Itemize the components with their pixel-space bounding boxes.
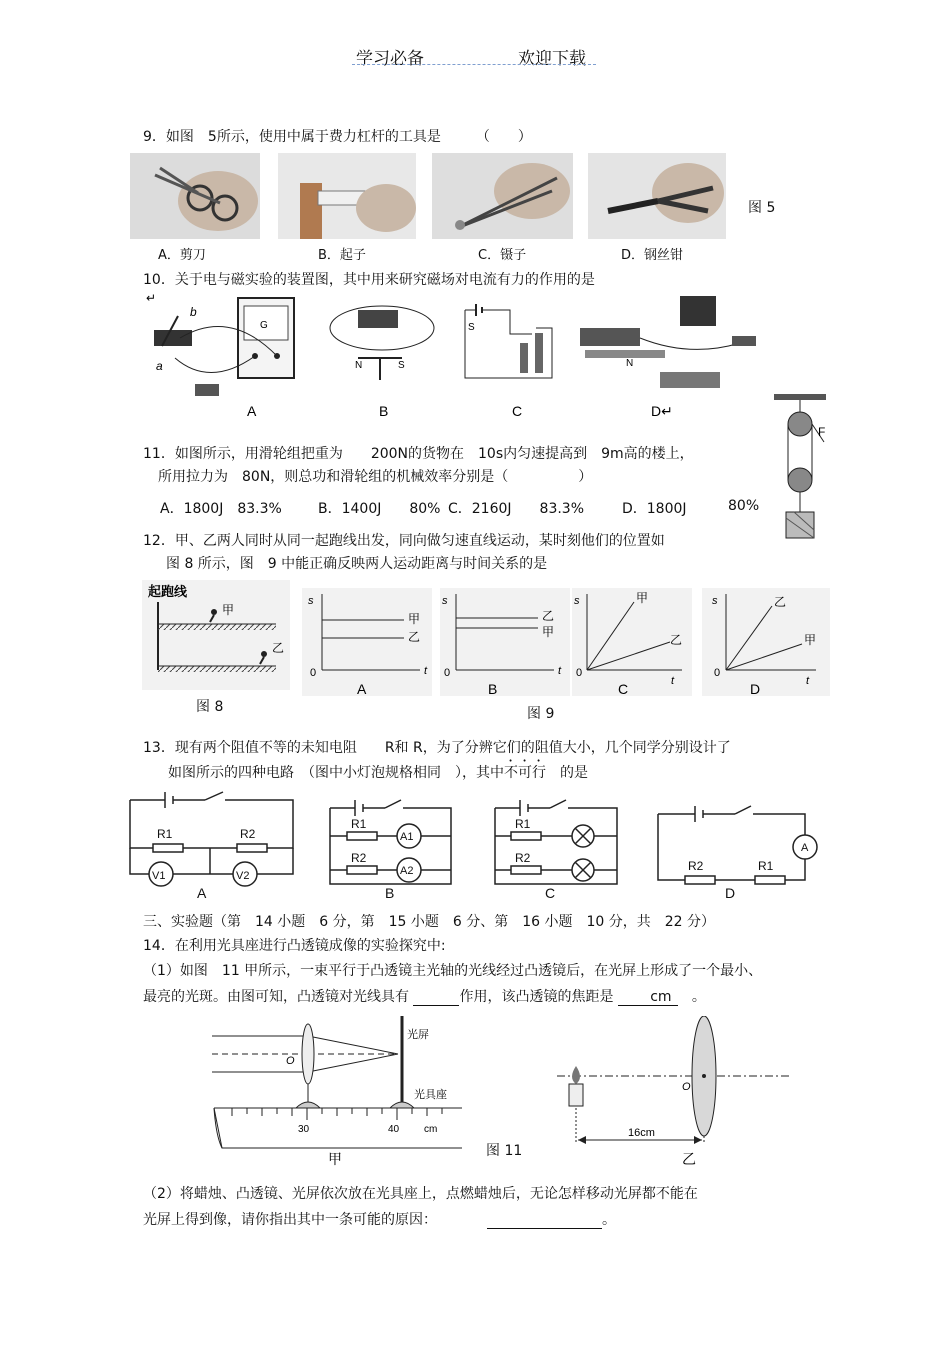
graph-c-label: C — [618, 681, 629, 697]
q10-label-c: C — [512, 403, 523, 419]
svg-text:R1: R1 — [351, 817, 367, 831]
q11-line1: 11．如图所示，用滑轮组把重为 200N的货物在 10s内匀速提高到 9m高的楼上， — [143, 446, 694, 462]
fig11-label: 图 11 — [486, 1143, 523, 1159]
svg-text:甲: 甲 — [542, 625, 555, 639]
q12-line1: 12．甲、乙两人同时从同一起跑线出发，同向做匀速直线运动，某时刻他们的位置如 — [143, 533, 665, 549]
q9-option-c: C．镊子 — [478, 248, 527, 263]
q10-label-d: D↵ — [651, 403, 673, 419]
not-feasible-emphasis: 不可行 — [504, 765, 546, 781]
svg-text:0: 0 — [576, 667, 583, 679]
q10-label-a: A — [247, 403, 257, 419]
bench-label: 光具座 — [414, 1089, 447, 1101]
q10-mark-a: a — [156, 359, 163, 373]
svg-text:s: s — [712, 595, 718, 607]
q10-apparatus-figure — [140, 288, 780, 423]
q14-p1-line1: （1）如图 11 甲所示，一束平行于凸透镜主光轴的光线经过凸透镜后，在光屏上形成了一个最小、 — [143, 963, 763, 979]
svg-text:0: 0 — [444, 667, 451, 679]
svg-text:0: 0 — [714, 667, 721, 679]
start-line-label: 起跑线 — [148, 584, 188, 599]
q9-option-d: D．钢丝钳 — [621, 248, 684, 263]
svg-text:乙: 乙 — [542, 609, 555, 623]
svg-text:s: s — [574, 595, 580, 607]
q13-line2: 如图所示的四种电路 （图中小灯泡规格相同 ），其中不可行 的是 — [168, 765, 588, 781]
svg-text:甲: 甲 — [804, 633, 817, 647]
q10-label-b: B — [379, 403, 389, 419]
scissors-photo — [130, 153, 260, 239]
svg-text:t: t — [671, 675, 675, 687]
q12-figure — [142, 580, 832, 718]
graph-a-s: s — [308, 595, 314, 607]
header-left: 学习必备 — [356, 49, 424, 69]
fig11-jia-label: 甲 — [328, 1151, 342, 1167]
circuit-a-r2: R2 — [240, 827, 256, 841]
q12-line2: 图 8 所示，图 9 中能正确反映两人运动距离与时间关系的是 — [166, 556, 548, 572]
graph-d-label: D — [750, 681, 761, 697]
tick-30: 30 — [298, 1124, 310, 1135]
svg-text:R1: R1 — [758, 859, 774, 873]
q11-option-b: B．1400J 80% — [318, 501, 441, 517]
q11-option-d-value: 80% — [728, 498, 760, 514]
svg-text:乙: 乙 — [670, 633, 683, 647]
circuit-a-v1: V1 — [152, 870, 166, 882]
circuit-label-c: C — [545, 885, 556, 901]
q14-p1-line2: 最亮的光斑。由图可知，凸透镜对光线具有 作用，该凸透镜的焦距是 cm 。 — [143, 989, 706, 1005]
fig8-label: 图 8 — [196, 699, 224, 715]
circuit-b-a1: A1 — [400, 831, 414, 843]
circuit-label-d: D — [725, 885, 736, 901]
fig9-label: 图 9 — [527, 706, 555, 722]
force-label: F — [818, 425, 826, 439]
graph-a-origin: 0 — [310, 667, 317, 679]
circuit-a-r1: R1 — [157, 827, 173, 841]
q9-option-b: B．起子 — [318, 248, 366, 263]
svg-text:N: N — [626, 358, 634, 369]
q10-mark-n: N — [355, 360, 363, 371]
q9-option-a: A．剪刀 — [158, 248, 206, 263]
graph-a-label: A — [357, 681, 367, 697]
circuit-d-ammeter: A — [801, 842, 809, 854]
answer-blank-effect[interactable] — [413, 989, 459, 1006]
tick-40: 40 — [388, 1124, 400, 1135]
circuit-a-v2: V2 — [236, 870, 250, 882]
fig8-jia: 甲 — [222, 603, 235, 617]
circuit-b-a2: A2 — [400, 865, 414, 877]
svg-text:甲: 甲 — [408, 612, 421, 626]
q14-p2-line1: （2）将蜡烛、凸透镜、光屏依次放在光具座上，点燃蜡烛后，无论怎样移动光屏都不能在 — [143, 1186, 698, 1202]
tweezers-photo — [432, 153, 573, 239]
q10-mark-s: S — [398, 360, 405, 371]
header-divider — [352, 64, 596, 65]
fig8-yi: 乙 — [272, 641, 285, 655]
svg-text:乙: 乙 — [408, 630, 421, 644]
q11-option-d: D．1800J — [622, 501, 687, 517]
q9-text: 9．如图 5所示，使用中属于费力杠杆的工具是 （ ） — [143, 129, 532, 145]
svg-text:乙: 乙 — [774, 595, 787, 609]
header-right: 欢迎下载 — [518, 49, 586, 69]
q13-circuits-figure — [125, 790, 825, 902]
q10-text: 10．关于电与磁实验的装置图，其中用来研究磁场对电流有力的作用的是 — [143, 272, 595, 288]
svg-text:甲: 甲 — [636, 591, 649, 605]
opener-photo — [278, 153, 416, 239]
fig5-label: 图 5 — [748, 200, 776, 216]
svg-text:S: S — [468, 322, 475, 333]
q11-line2: 所用拉力为 80N，则总功和滑轮组的机械效率分别是（ ） — [158, 469, 593, 485]
svg-text:s: s — [442, 595, 448, 607]
section3-title: 三、实验题（第 14 小题 6 分，第 15 小题 6 分、第 16 小题 10 分，共 22 分） — [143, 914, 716, 930]
svg-text:R1: R1 — [515, 817, 531, 831]
circuit-label-b: B — [385, 885, 395, 901]
pliers-photo — [588, 153, 726, 239]
q11-option-a: A．1800J 83.3% — [160, 501, 282, 517]
svg-text:R2: R2 — [351, 851, 367, 865]
q14-p2-line2: 光屏上得到像，请你指出其中一条可能的原因： 。 — [143, 1212, 616, 1228]
pulley-figure — [770, 392, 840, 542]
q10-mark-b: b — [190, 305, 197, 319]
svg-text:R2: R2 — [515, 851, 531, 865]
circuit-label-a: A — [197, 885, 207, 901]
q13-line1: 13．现有两个阻值不等的未知电阻 R和 R，为了分辨它们的阻值大小，几个同学分别设计了 — [143, 740, 731, 756]
svg-text:R2: R2 — [688, 859, 704, 873]
distance-label: 16cm — [628, 1127, 655, 1139]
svg-text:t: t — [558, 665, 562, 677]
fig11-yi-label: 乙 — [682, 1151, 696, 1167]
q10-mark-arrow: ↵ — [146, 291, 157, 305]
svg-text:G: G — [260, 320, 268, 331]
graph-a-t: t — [424, 665, 428, 677]
answer-blank-reason[interactable] — [487, 1212, 602, 1229]
svg-text:O: O — [682, 1081, 691, 1093]
screen-label: 光屏 — [407, 1029, 429, 1041]
answer-blank-focal-length[interactable]: cm — [618, 989, 678, 1006]
graph-b-label: B — [488, 681, 498, 697]
q14-intro: 14．在利用光具座进行凸透镜成像的实验探究中: — [143, 938, 446, 954]
svg-text:t: t — [806, 675, 810, 687]
lens-o-label: O — [286, 1055, 295, 1067]
q11-option-c: C．2160J 83.3% — [448, 501, 585, 517]
unit-cm-label: cm — [424, 1124, 438, 1135]
